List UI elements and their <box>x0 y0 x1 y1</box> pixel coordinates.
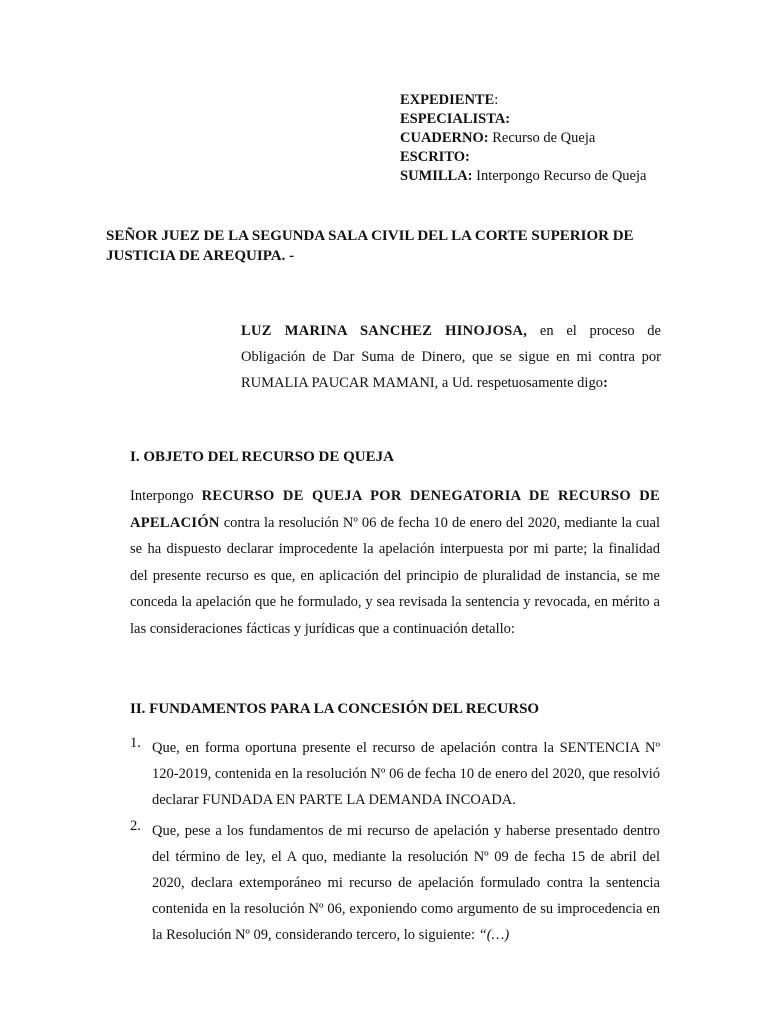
list-item: Que, pese a los fundamentos de mi recurso de apelación y haberse presentado dentro del término de ley, el A quo, mediante la resolución Nº 09 de fecha 15 de abril del 2020, declara extemporáneo mi recurso de apelación formulado contra la sentencia contenida en la resolución Nº 06, exponiendo como argumento de su improcedencia en la Resolución Nº 09, considerando tercero, lo siguiente: “(…) <box>152 823 660 943</box>
sumilla-label: SUMILLA: <box>400 168 473 184</box>
section-1-paragraph: Interpongo RECURSO DE QUEJA POR DENEGATORIA DE RECURSO DE APELACIÓN contra la resolución Nº 06 de fecha 10 de enero del 2020, mediante la cual se ha dispuesto declarar improcedente la apelación interpuesta por mi parte; la finalidad del presente recurso es que, en aplicación del principio de pluralidad de instancia, se me conceda la apelación que he formulado, y sea revisada la sentencia y revocada, en mérito a las consideraciones fácticas y jurídicas que a continuación detallo: <box>130 488 660 637</box>
sumilla-value: Interpongo Recurso de Queja <box>472 168 647 184</box>
list-item: Que, en forma oportuna presente el recurso de apelación contra la SENTENCIA Nº 120-2019, contenida en la resolución Nº 06 de fecha 10 de enero del 2020, que resolvió declarar FUNDADA EN PARTE LA DEMANDA INCOADA. <box>152 740 660 808</box>
expediente-label: EXPEDIENTE <box>400 92 495 108</box>
cuaderno-label: CUADERNO: <box>400 130 489 146</box>
especialista-label: ESPECIALISTA: <box>400 111 511 127</box>
cuaderno-line <box>400 129 646 148</box>
expediente-line: EXPEDIENTE: <box>400 92 499 108</box>
list-item-number: 1. <box>130 735 141 751</box>
addressee: SEÑOR JUEZ DE LA SEGUNDA SALA CIVIL DEL LA CORTE SUPERIOR DE JUSTICIA DE AREQUIPA. - <box>106 228 634 264</box>
section-2-title: II. FUNDAMENTOS PARA LA CONCESIÓN DEL RECURSO <box>130 701 540 717</box>
especialista-line <box>400 110 646 129</box>
case-header <box>400 91 646 186</box>
escrito-line <box>400 148 646 167</box>
petitioner-name: LUZ MARINA SANCHEZ HINOJOSA, <box>241 323 528 339</box>
intro-paragraph: LUZ MARINA SANCHEZ HINOJOSA, en el proceso de Obligación de Dar Suma de Dinero, que se sigue en mi contra por RUMALIA PAUCAR MAMANI, a Ud. respetuosamente digo: <box>241 323 661 391</box>
list-item-number: 2. <box>130 818 141 834</box>
appeal-type: RECURSO DE QUEJA POR DENEGATORIA DE RECURSO DE APELACIÓN <box>130 488 660 531</box>
quote-start: “(…) <box>478 927 510 943</box>
sumilla-line <box>400 167 646 186</box>
intro-text: en el proceso de Obligación de Dar Suma de Dinero, que se sigue en mi contra por RUMALIA PAUCAR MAMANI, a Ud. respetuosamente digo <box>241 323 661 391</box>
cuaderno-value: Recurso de Queja <box>488 130 596 146</box>
escrito-label: ESCRITO: <box>400 149 470 165</box>
section-1-title: I. OBJETO DEL RECURSO DE QUEJA <box>130 449 394 465</box>
